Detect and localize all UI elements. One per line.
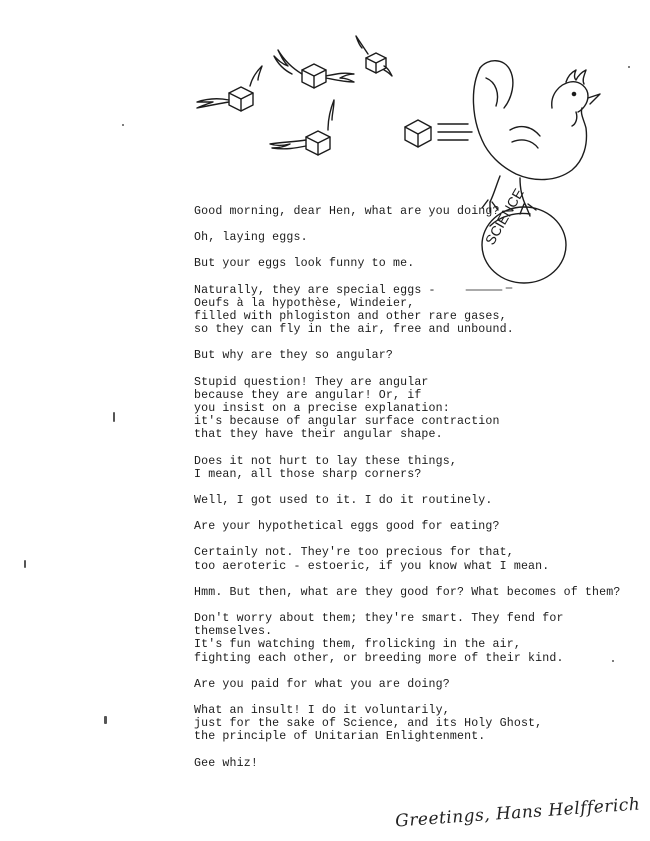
dialog-line: Oh, laying eggs. [194,231,308,245]
dialog-line: Don't worry about them; they're smart. They fend for themselves. It's fun watching them, frolicking in the air, fighting each other, or breeding more of their kind. [194,612,564,665]
hen-drawing [473,61,600,216]
dialog-line: Are your hypothetical eggs good for eating? [194,520,500,534]
dialog-line: But your eggs look funny to me. [194,257,415,271]
paper-speck [122,124,124,126]
flying-egg-4 [270,100,334,155]
flying-egg-3 [197,66,262,111]
flying-egg-2 [356,36,392,76]
dialog-line: What an insult! I do it voluntarily, just for the sake of Science, and its Holy Ghost, the principle of Unitarian Enlightenment. [194,704,543,744]
dialog-line: Naturally, they are special eggs - Oeufs à la hypothèse, Windeier, filled with phlogiston and other rare gases, so they can fly in the air, free and unbound. [194,283,514,337]
dialog-text [194,205,624,783]
paper-speck [24,560,26,568]
launched-egg [405,120,472,147]
dialog-line: Gee whiz! [194,756,258,770]
dialog-line: Stupid question! They are angular because they are angular! Or, if you insist on a precise explanation: it's because of angular surface contraction that they have their angular shape. [194,375,500,442]
dialog-line: Good morning, dear Hen, what are you doing? [194,205,500,218]
svg-text:SCIENCE: SCIENCE [481,185,527,248]
paper-speck [628,66,630,68]
paper-speck [104,716,107,724]
dialog-line: Are you paid for what you are doing? [194,677,450,691]
dialog-line: Certainly not. They're too precious for that, too aeroteric - estoeric, if you know what I mean. [194,546,550,573]
dialog-line: Does it not hurt to lay these things, I mean, all those sharp corners? [194,454,457,481]
flying-egg-1 [274,50,354,88]
dialog-line: Well, I got used to it. I do it routinely. [194,494,493,508]
handwritten-signature: Greetings, Hans Helfferich [394,794,641,832]
dialog-line: Hmm. But then, what are they good for? What becomes of them? [194,585,621,599]
paper-speck [113,412,115,422]
dialog-line: But why are they so angular? [194,349,394,363]
